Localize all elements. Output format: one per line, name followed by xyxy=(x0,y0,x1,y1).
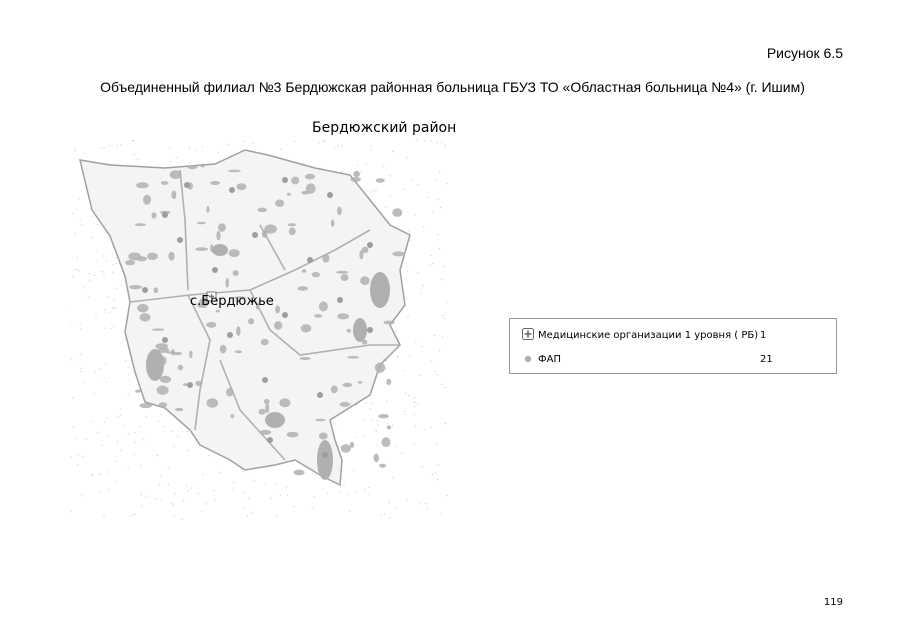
map-title: Бердюжский район xyxy=(312,120,457,136)
legend-item-label: ФАП xyxy=(538,354,561,365)
legend-item xyxy=(510,350,836,370)
figure-label: Рисунок 6.5 xyxy=(766,45,843,61)
map-legend xyxy=(509,318,837,374)
legend-item xyxy=(510,326,836,346)
legend-item-count: 21 xyxy=(760,354,773,365)
legend-item-label: Медицинские организации 1 уровня ( РБ) xyxy=(538,330,759,341)
legend-item-count: 1 xyxy=(760,330,767,341)
district-boundary xyxy=(80,150,410,485)
gray-dot-icon xyxy=(522,352,534,364)
district-map xyxy=(70,140,450,520)
page-title: Объединенный филиал №3 Бердюжская районная больница ГБУЗ ТО «Областная больница №4» (г. Ишим) xyxy=(100,79,805,95)
center-village-label: с.Бердюжье xyxy=(190,294,274,309)
page-number: 119 xyxy=(823,597,843,608)
cross-square-icon xyxy=(522,328,534,340)
